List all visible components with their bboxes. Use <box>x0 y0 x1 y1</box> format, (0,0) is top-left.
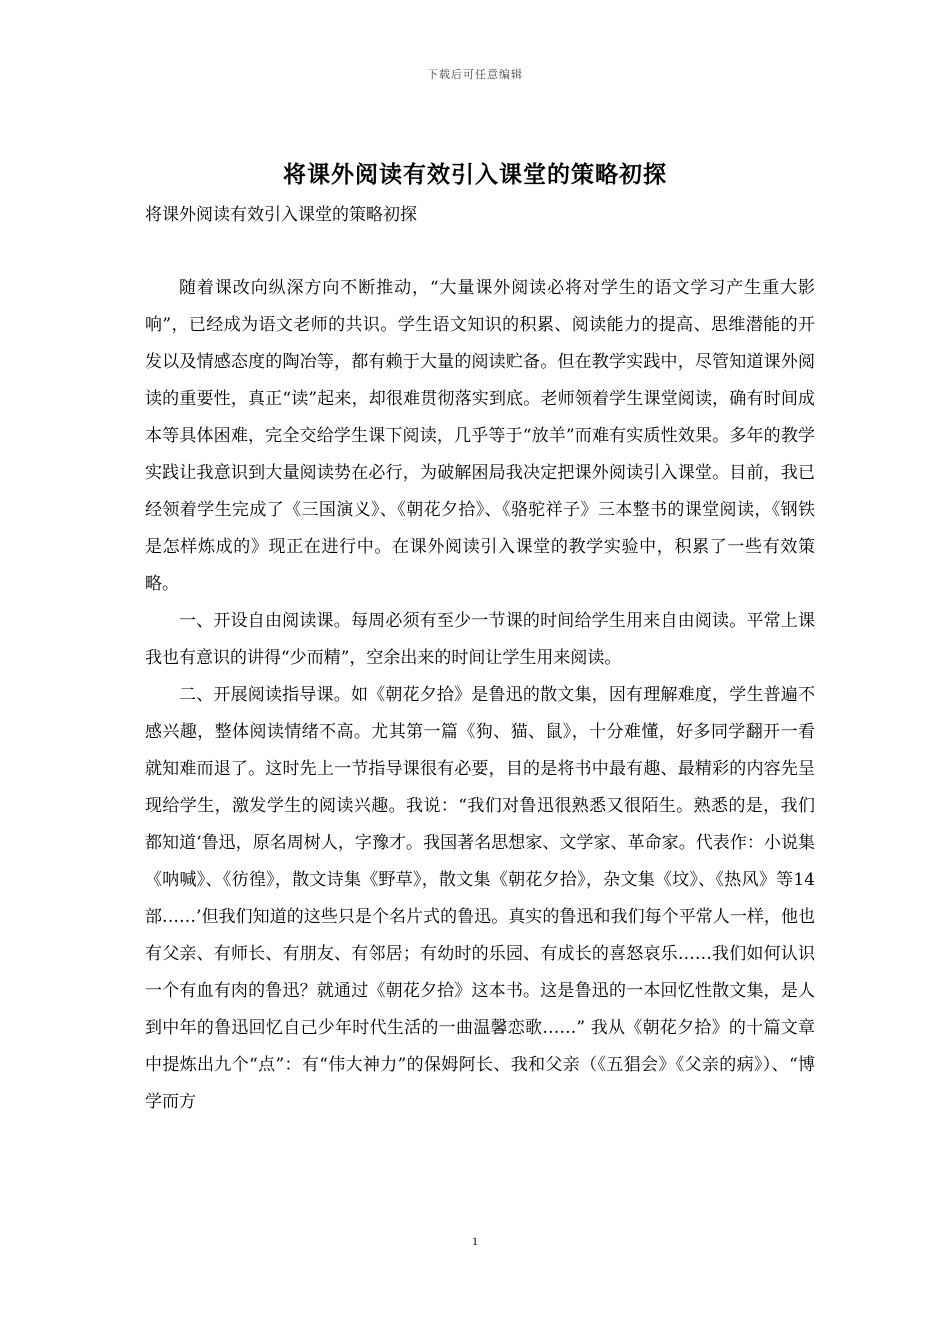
document-subtitle: 将课外阅读有效引入课堂的策略初探 <box>145 205 417 225</box>
paragraph: 二、开展阅读指导课。如《朝花夕拾》是鲁迅的散文集，因有理解难度，学生普遍不感兴趣，整体阅读情绪不高。尤其第一篇《狗、猫、鼠》，十分难懂，好多同学翻开一看就知难而退了。这时先上一节指导课很有必要，目的是将书中最有趣、最精彩的内容先呈现给学生，激发学生的阅读兴趣。我说：“我们对鲁迅很熟悉又很陌生。熟悉的是，我们都知道‘鲁迅，原名周树人，字豫才。我国著名思想家、文学家、革命家。代表作：小说集《呐喊》、《彷徨》，散文诗集《野草》，散文集《朝花夕拾》，杂文集《坟》、《热风》等14部……’但我们知道的这些只是个名片式的鲁迅。真实的鲁迅和我们每个平常人一样，他也有父亲、有师长、有朋友、有邻居；有幼时的乐园、有成长的喜怒哀乐……我们如何认识一个有血有肉的鲁迅？就通过《朝花夕拾》这本书。这是鲁迅的一本回忆性散文集，是人到中年的鲁迅回忆自己少年时代生活的一曲温馨恋歌……” 我从《朝花夕拾》的十篇文章中提炼出九个“点”：有“伟大神力”的保姆阿长、我和父亲（《五猖会》《父亲的病》）、“博学而方 <box>145 685 815 1112</box>
document-title: 将课外阅读有效引入课堂的策略初探 <box>283 162 667 188</box>
paragraph: 一、开设自由阅读课。每周必须有至少一节课的时间给学生用来自由阅读。平常上课我也有意识的讲得“少而精”，空余出来的时间让学生用来阅读。 <box>145 611 815 668</box>
header-note: 下载后可任意编辑 <box>427 68 523 81</box>
body-text <box>145 270 815 1121</box>
paragraph: 随着课改向纵深方向不断推动，“大量课外阅读必将对学生的语文学习产生重大影响”，已经成为语文老师的共识。学生语文知识的积累、阅读能力的提高、思维潜能的开发以及情感态度的陶冶等，都有赖于大量的阅读贮备。但在教学实践中，尽管知道课外阅读的重要性，真正“读”起来，却很难贯彻落实到底。老师领着学生课堂阅读，确有时间成本等具体困难，完全交给学生课下阅读，几乎等于“放羊”而难有实质性效果。多年的教学实践让我意识到大量阅读势在必行，为破解困局我决定把课外阅读引入课堂。目前，我已经领着学生完成了《三国演义》、《朝花夕拾》、《骆驼祥子》三本整书的课堂阅读，《钢铁是怎样炼成的》现正在进行中。在课外阅读引入课堂的教学实验中，积累了一些有效策略。 <box>145 278 815 594</box>
page-number: 1 <box>472 1234 478 1248</box>
